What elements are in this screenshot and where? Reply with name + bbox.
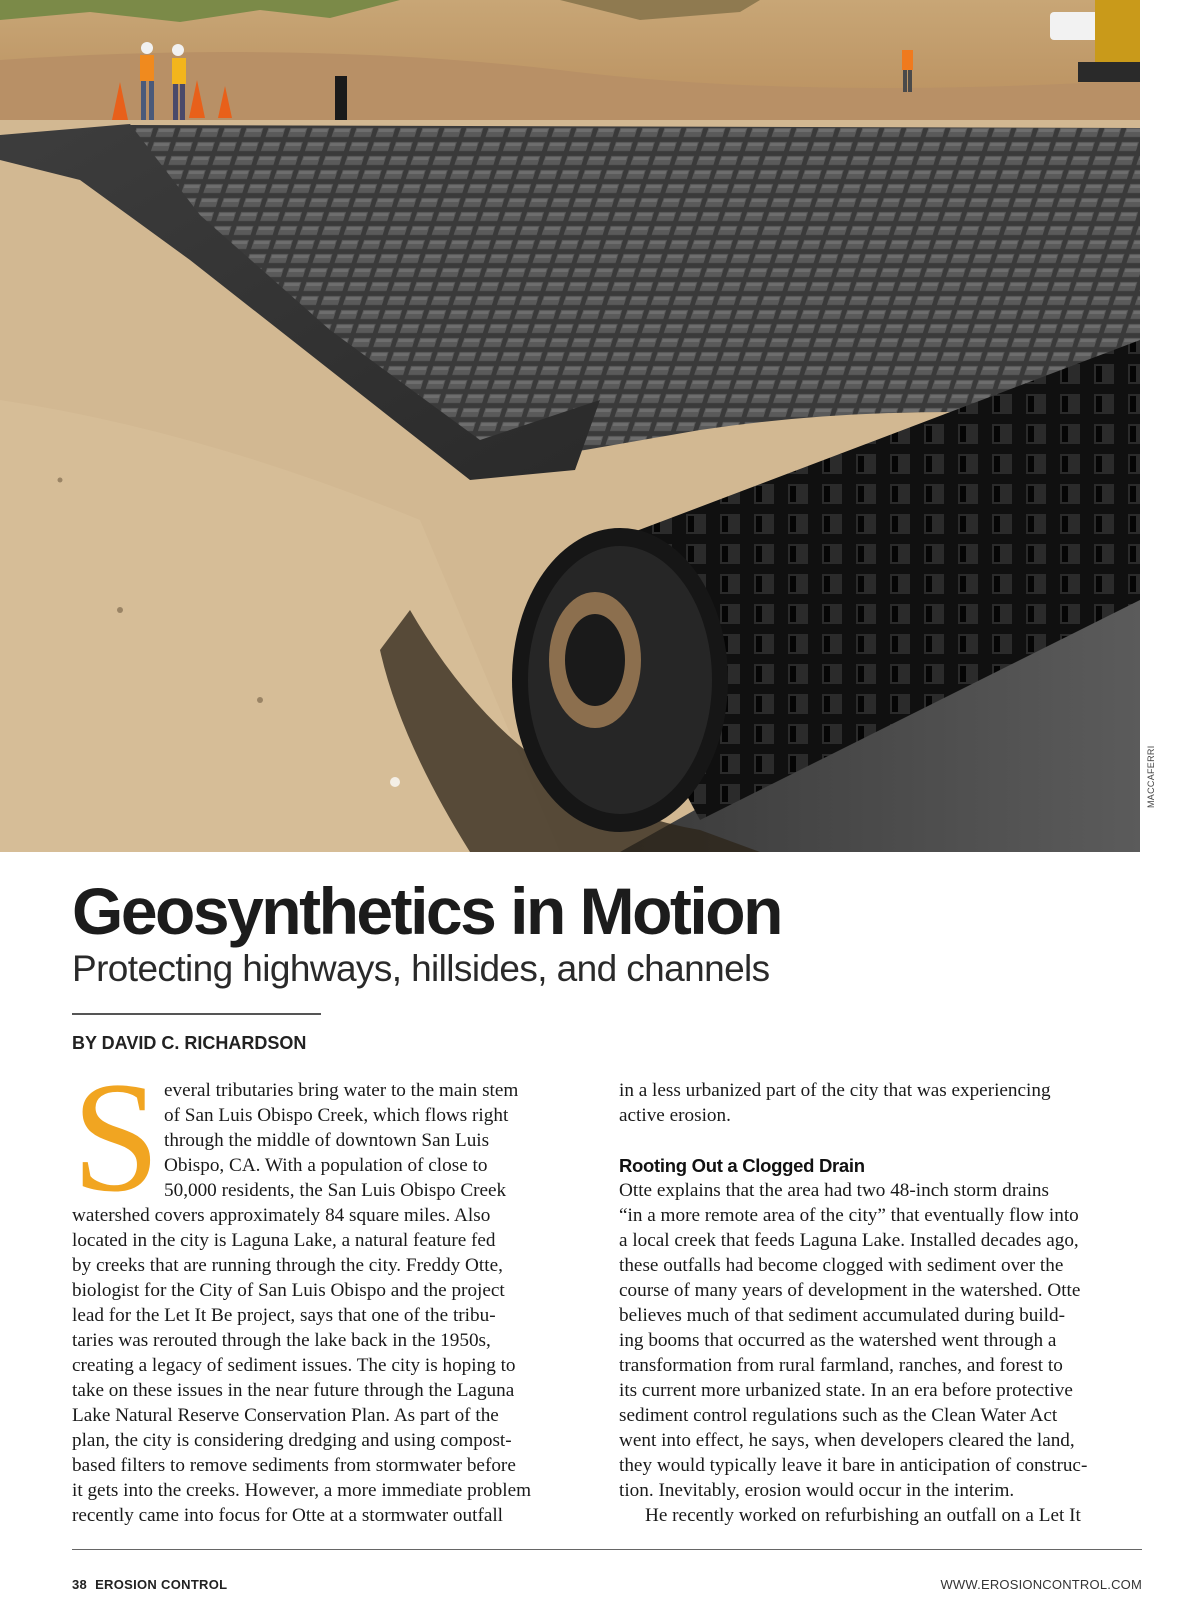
section-subhead: Rooting Out a Clogged Drain bbox=[619, 1155, 865, 1176]
body-line: course of many years of development in the watershed. Otte bbox=[619, 1280, 1081, 1301]
body-line: located in the city is Laguna Lake, a natural feature fed bbox=[72, 1230, 496, 1251]
body-line: believes much of that sediment accumulated during build- bbox=[619, 1305, 1065, 1326]
body-column-right bbox=[619, 1078, 1141, 1528]
byline: BY DAVID C. RICHARDSON bbox=[72, 1033, 307, 1053]
body-line: “in a more remote area of the city” that eventually flow into bbox=[619, 1205, 1079, 1226]
website-url: WWW.EROSIONCONTROL.COM bbox=[940, 1577, 1142, 1592]
body-line: a local creek that feeds Laguna Lake. Installed decades ago, bbox=[619, 1230, 1079, 1251]
drop-cap: S bbox=[72, 1050, 160, 1225]
body-line: transformation from rural farmland, ranches, and forest to bbox=[619, 1355, 1063, 1376]
body-line: ing booms that occurred as the watershed went through a bbox=[619, 1330, 1057, 1351]
body-line: sediment control regulations such as the Clean Water Act bbox=[619, 1405, 1058, 1426]
body-line: taries was rerouted through the lake back in the 1950s, bbox=[72, 1330, 491, 1351]
body-line: lead for the Let It Be project, says that one of the tribu- bbox=[72, 1305, 496, 1326]
body-line: based filters to remove sediments from stormwater before bbox=[72, 1455, 516, 1476]
article-deck: Protecting highways, hillsides, and channels bbox=[72, 948, 770, 989]
body-line: in a less urbanized part of the city that was experiencing bbox=[619, 1080, 1051, 1101]
body-line: of San Luis Obispo Creek, which flows right bbox=[164, 1105, 509, 1126]
body-column-left bbox=[72, 1050, 600, 1528]
body-line: by creeks that are running through the city. Freddy Otte, bbox=[72, 1255, 503, 1276]
body-line: biologist for the City of San Luis Obispo and the project bbox=[72, 1280, 505, 1301]
page-number: 38 bbox=[72, 1577, 88, 1592]
body-line: these outfalls had become clogged with sediment over the bbox=[619, 1255, 1064, 1276]
page-folio bbox=[72, 1577, 227, 1592]
body-line: plan, the city is considering dredging and using compost- bbox=[72, 1430, 512, 1451]
body-line: recently came into focus for Otte at a stormwater outfall bbox=[72, 1505, 504, 1526]
body-line: take on these issues in the near future through the Laguna bbox=[72, 1380, 515, 1401]
title-divider bbox=[72, 1013, 321, 1015]
body-line: tion. Inevitably, erosion would occur in the interim. bbox=[619, 1480, 1015, 1501]
body-line: Lake Natural Reserve Conservation Plan. As part of the bbox=[72, 1405, 499, 1426]
body-line: through the middle of downtown San Luis bbox=[164, 1130, 490, 1151]
body-line: Otte explains that the area had two 48-inch storm drains bbox=[619, 1180, 1049, 1201]
body-line: went into effect, he says, when developers cleared the land, bbox=[619, 1430, 1075, 1451]
body-line: He recently worked on refurbishing an outfall on a Let It bbox=[645, 1505, 1081, 1526]
body-line: it gets into the creeks. However, a more immediate problem bbox=[72, 1480, 532, 1501]
body-line: 50,000 residents, the San Luis Obispo Creek bbox=[164, 1180, 507, 1201]
body-line: its current more urbanized state. In an era before protective bbox=[619, 1380, 1073, 1401]
publication-name: EROSION CONTROL bbox=[95, 1577, 228, 1592]
body-line: watershed covers approximately 84 square miles. Also bbox=[72, 1205, 491, 1226]
footer-rule bbox=[72, 1549, 1142, 1550]
article-title: Geosynthetics in Motion bbox=[72, 874, 781, 948]
body-line: Obispo, CA. With a population of close to bbox=[164, 1155, 488, 1176]
body-line: active erosion. bbox=[619, 1105, 731, 1126]
body-line: everal tributaries bring water to the main stem bbox=[164, 1080, 519, 1101]
body-line: creating a legacy of sediment issues. The city is hoping to bbox=[72, 1355, 516, 1376]
photo-credit: MACCAFERRI bbox=[1146, 745, 1156, 808]
body-line: they would typically leave it bare in anticipation of construc- bbox=[619, 1455, 1088, 1476]
